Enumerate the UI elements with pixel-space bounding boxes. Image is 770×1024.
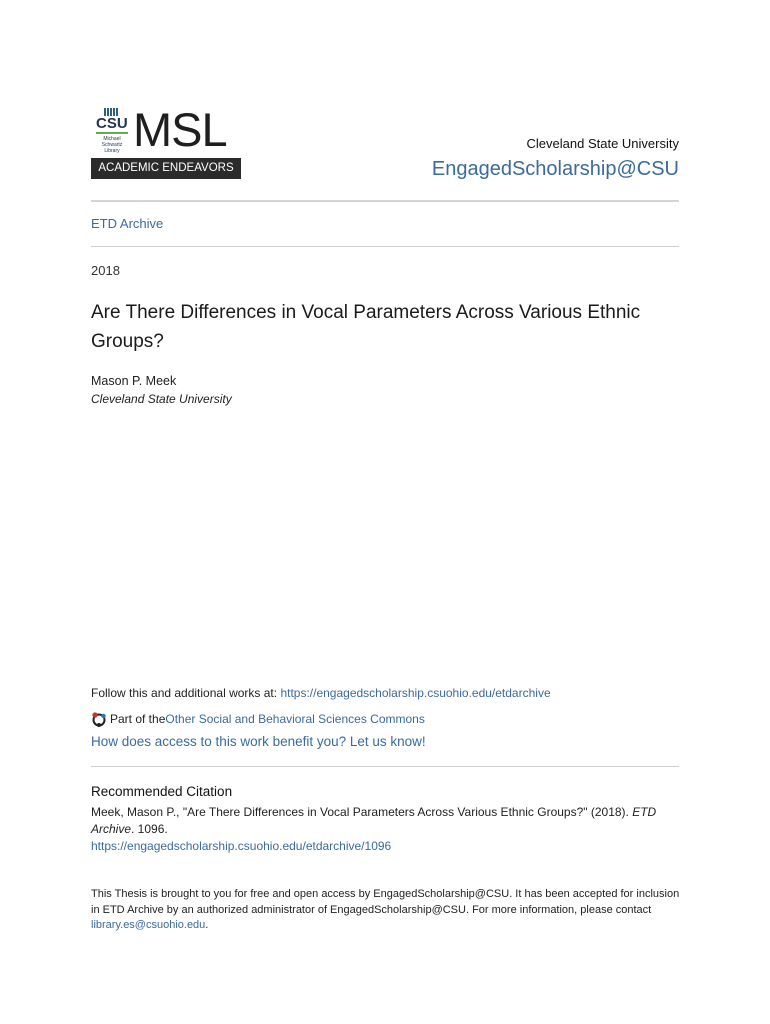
- citation-number: . 1096.: [131, 822, 168, 836]
- access-statement-text: This Thesis is brought to you for free and open access by EngagedScholarship@CSU. It has been accepted for inclusion in ETD Archive by an authorized administrator of EngagedScholarship@CSU. For more information, please contact: [91, 888, 680, 916]
- repository-link[interactable]: EngagedScholarship@CSU: [431, 158, 679, 180]
- part-of-prefix: Part of the: [110, 712, 166, 726]
- csu-logo-text: CSU: [96, 115, 128, 132]
- document-title: Are There Differences in Vocal Parameters Across Various Ethnic Groups?: [91, 302, 641, 352]
- divider: [91, 766, 679, 767]
- citation-body: Meek, Mason P., "Are There Differences in Vocal Parameters Across Various Ethnic Groups?" (2018).: [91, 805, 633, 819]
- csu-logo: [91, 108, 133, 154]
- divider: [91, 200, 679, 202]
- archive-url-link[interactable]: https://engagedscholarship.csuohio.edu/etdarchive: [280, 686, 551, 700]
- follow-prefix: Follow this and additional works at:: [91, 686, 281, 700]
- csu-logo-subtext: Michael Schwartz Library: [101, 136, 123, 154]
- academic-endeavors-bar: ACADEMIC ENDEAVORS: [91, 158, 241, 179]
- university-name: Cleveland State University: [526, 136, 679, 151]
- author-name: Mason P. Meek: [91, 374, 177, 388]
- publication-year: 2018: [91, 263, 120, 278]
- part-of-line: [91, 711, 425, 727]
- commons-link[interactable]: Other Social and Behavioral Sciences Commons: [165, 712, 425, 726]
- citation-url-link[interactable]: https://engagedscholarship.csuohio.edu/etdarchive/1096: [91, 839, 392, 853]
- contact-email-link[interactable]: library.es@csuohio.edu: [91, 919, 206, 931]
- collection-link[interactable]: ETD Archive: [91, 216, 164, 231]
- network-commons-icon: [91, 711, 107, 727]
- divider: [91, 246, 679, 247]
- access-statement-end: .: [205, 919, 209, 931]
- msl-logo: [91, 103, 241, 180]
- citation-heading: Recommended Citation: [91, 784, 233, 799]
- access-statement: [91, 887, 681, 934]
- msl-logo-text: MSL: [133, 103, 227, 156]
- author-affiliation: Cleveland State University: [91, 392, 232, 406]
- citation-journal: ETD Archive: [91, 805, 657, 836]
- citation-text: [91, 804, 691, 855]
- feedback-link[interactable]: How does access to this work benefit you? Let us know!: [91, 734, 426, 749]
- follow-line: [91, 686, 551, 700]
